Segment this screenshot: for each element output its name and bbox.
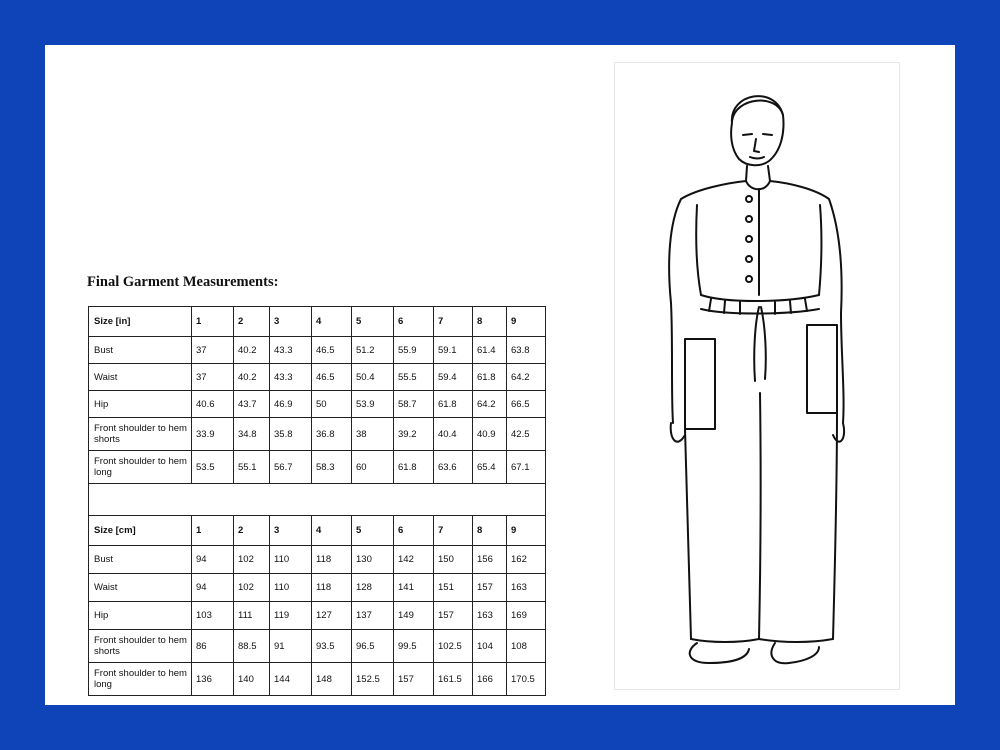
- table-row: [89, 418, 546, 451]
- measurement-value: 43.7: [234, 391, 270, 418]
- table-header-row: [89, 516, 546, 546]
- measurement-value: 103: [192, 602, 234, 630]
- table-spacer-row: [89, 484, 546, 516]
- measurement-value: 37: [192, 364, 234, 391]
- measurement-value: 58.3: [312, 451, 352, 484]
- measurement-value: 61.4: [473, 337, 507, 364]
- measurement-value: 53.9: [352, 391, 394, 418]
- measurement-value: 166: [473, 663, 507, 696]
- size-header-cell: 4: [312, 516, 352, 546]
- measurement-value: 35.8: [270, 418, 312, 451]
- measurement-value: 86: [192, 630, 234, 663]
- measurement-label: Front shoulder to hem shorts: [89, 630, 192, 663]
- measurement-value: 56.7: [270, 451, 312, 484]
- size-header-cell: 6: [394, 516, 434, 546]
- table-row: [89, 546, 546, 574]
- measurement-value: 110: [270, 574, 312, 602]
- measurement-value: 137: [352, 602, 394, 630]
- measurement-value: 37: [192, 337, 234, 364]
- table-row: [89, 663, 546, 696]
- size-header-cell: 2: [234, 516, 270, 546]
- measurement-value: 66.5: [507, 391, 546, 418]
- size-header-cell: 8: [473, 516, 507, 546]
- spacer-cell: [89, 484, 546, 516]
- jumpsuit-figure-illustration: [614, 62, 900, 690]
- measurement-value: 36.8: [312, 418, 352, 451]
- measurement-value: 111: [234, 602, 270, 630]
- size-header-cell: 8: [473, 307, 507, 337]
- measurement-label: Hip: [89, 602, 192, 630]
- measurement-value: 43.3: [270, 337, 312, 364]
- measurement-value: 50.4: [352, 364, 394, 391]
- table-header-row: [89, 307, 546, 337]
- measurement-value: 34.8: [234, 418, 270, 451]
- size-header-cell: 1: [192, 307, 234, 337]
- measurement-value: 170.5: [507, 663, 546, 696]
- measurement-value: 61.8: [394, 451, 434, 484]
- measurement-value: 102.5: [434, 630, 473, 663]
- measurement-label: Hip: [89, 391, 192, 418]
- measurement-value: 46.9: [270, 391, 312, 418]
- size-header-cell: 5: [352, 516, 394, 546]
- measurement-value: 128: [352, 574, 394, 602]
- measurement-value: 43.3: [270, 364, 312, 391]
- measurement-value: 140: [234, 663, 270, 696]
- measurement-value: 46.5: [312, 364, 352, 391]
- measurement-value: 63.6: [434, 451, 473, 484]
- measurement-value: 157: [394, 663, 434, 696]
- measurement-value: 141: [394, 574, 434, 602]
- table-row: [89, 337, 546, 364]
- measurement-value: 163: [507, 574, 546, 602]
- size-header-cell: 3: [270, 307, 312, 337]
- measurement-value: 151: [434, 574, 473, 602]
- measurement-value: 94: [192, 574, 234, 602]
- measurement-value: 156: [473, 546, 507, 574]
- table-row: [89, 630, 546, 663]
- measurement-value: 119: [270, 602, 312, 630]
- measurement-label: Front shoulder to hem shorts: [89, 418, 192, 451]
- table-row: [89, 574, 546, 602]
- measurement-value: 65.4: [473, 451, 507, 484]
- measurement-value: 161.5: [434, 663, 473, 696]
- measurement-value: 169: [507, 602, 546, 630]
- table-row: [89, 364, 546, 391]
- measurement-value: 102: [234, 574, 270, 602]
- size-header-cell: 9: [507, 307, 546, 337]
- measurement-value: 50: [312, 391, 352, 418]
- measurement-label: Front shoulder to hem long: [89, 451, 192, 484]
- measurement-value: 150: [434, 546, 473, 574]
- measurement-value: 94: [192, 546, 234, 574]
- measurement-value: 40.9: [473, 418, 507, 451]
- size-header-cell: 1: [192, 516, 234, 546]
- measurement-value: 60: [352, 451, 394, 484]
- size-header-cell: 9: [507, 516, 546, 546]
- measurement-value: 38: [352, 418, 394, 451]
- table-row: [89, 391, 546, 418]
- measurement-label: Bust: [89, 337, 192, 364]
- measurement-value: 96.5: [352, 630, 394, 663]
- table-row: [89, 602, 546, 630]
- measurement-value: 61.8: [434, 391, 473, 418]
- document-page: [45, 45, 955, 705]
- measurement-value: 130: [352, 546, 394, 574]
- measurement-value: 40.2: [234, 364, 270, 391]
- measurement-value: 40.4: [434, 418, 473, 451]
- measurement-value: 99.5: [394, 630, 434, 663]
- measurement-label: Bust: [89, 546, 192, 574]
- measurement-value: 88.5: [234, 630, 270, 663]
- measurement-value: 33.9: [192, 418, 234, 451]
- measurement-value: 148: [312, 663, 352, 696]
- measurement-value: 144: [270, 663, 312, 696]
- size-label-cell: Size [in]: [89, 307, 192, 337]
- measurement-value: 63.8: [507, 337, 546, 364]
- measurement-value: 152.5: [352, 663, 394, 696]
- measurement-value: 110: [270, 546, 312, 574]
- page-heading: Final Garment Measurements:: [87, 274, 279, 290]
- measurement-value: 46.5: [312, 337, 352, 364]
- size-header-cell: 7: [434, 516, 473, 546]
- measurement-value: 104: [473, 630, 507, 663]
- measurement-value: 108: [507, 630, 546, 663]
- measurement-value: 163: [473, 602, 507, 630]
- measurement-value: 53.5: [192, 451, 234, 484]
- size-header-cell: 5: [352, 307, 394, 337]
- measurement-value: 127: [312, 602, 352, 630]
- measurement-value: 58.7: [394, 391, 434, 418]
- measurement-value: 157: [473, 574, 507, 602]
- measurement-value: 51.2: [352, 337, 394, 364]
- measurement-value: 55.9: [394, 337, 434, 364]
- table-row: [89, 451, 546, 484]
- measurement-label: Front shoulder to hem long: [89, 663, 192, 696]
- measurement-value: 149: [394, 602, 434, 630]
- measurement-value: 59.4: [434, 364, 473, 391]
- size-header-cell: 4: [312, 307, 352, 337]
- measurement-value: 136: [192, 663, 234, 696]
- measurement-value: 102: [234, 546, 270, 574]
- measurement-value: 93.5: [312, 630, 352, 663]
- measurement-value: 162: [507, 546, 546, 574]
- measurement-value: 61.8: [473, 364, 507, 391]
- measurement-value: 64.2: [507, 364, 546, 391]
- measurement-value: 59.1: [434, 337, 473, 364]
- size-header-cell: 2: [234, 307, 270, 337]
- measurement-value: 118: [312, 546, 352, 574]
- measurement-value: 55.5: [394, 364, 434, 391]
- measurement-value: 64.2: [473, 391, 507, 418]
- measurement-value: 91: [270, 630, 312, 663]
- measurement-value: 157: [434, 602, 473, 630]
- size-header-cell: 7: [434, 307, 473, 337]
- measurement-value: 40.6: [192, 391, 234, 418]
- measurement-value: 67.1: [507, 451, 546, 484]
- measurement-table: [88, 306, 546, 696]
- measurement-label: Waist: [89, 574, 192, 602]
- size-header-cell: 6: [394, 307, 434, 337]
- size-header-cell: 3: [270, 516, 312, 546]
- measurement-label: Waist: [89, 364, 192, 391]
- measurement-value: 42.5: [507, 418, 546, 451]
- measurement-value: 142: [394, 546, 434, 574]
- measurement-value: 39.2: [394, 418, 434, 451]
- measurement-value: 55.1: [234, 451, 270, 484]
- size-label-cell: Size [cm]: [89, 516, 192, 546]
- measurement-value: 118: [312, 574, 352, 602]
- measurement-value: 40.2: [234, 337, 270, 364]
